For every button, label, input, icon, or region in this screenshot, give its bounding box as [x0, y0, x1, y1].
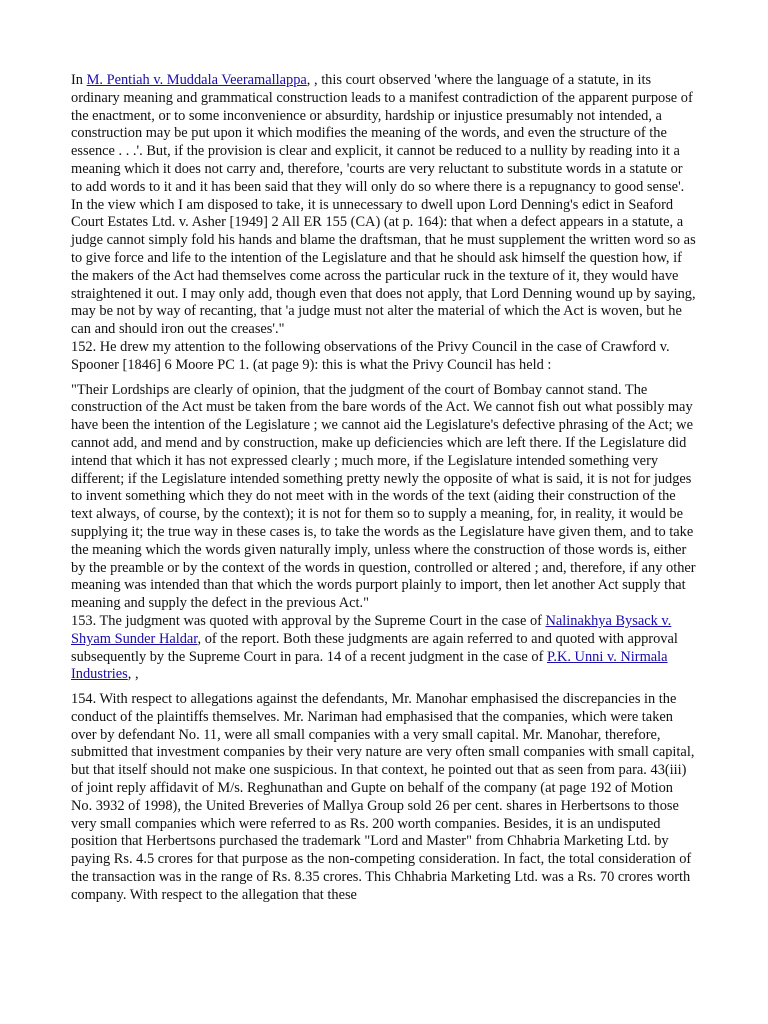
link-nalinakhya-case[interactable]: Nalinakhya Bysack v. Shyam Sunder Haldar	[71, 612, 672, 647]
paragraph-154: 154. With respect to allegations against the defendants, Mr. Manohar emphasised the discrepancies in the conduct of the plaintiffs themselves. Mr. Nariman had emphasised that the companies, which were taken over by defendant No. 11, were all small companies with a very small capital. Mr. Manohar, therefore, submitted that investment companies by their very nature are very often small companies with small capital, but that itself should not make one suspicious. In that context, he pointed out that as seen from para. 43(iii) of joint reply affidavit of M/s. Reghunathan and Gupte on behalf of the company (at page 192 of Motion No. 3932 of 1998), the United Breveries of Mallya Group sold 26 per cent. shares in Herbertsons to those very small companies which were referred to as Rs. 200 worth companies. Besides, it is an undisputed position that Herbertsons purchased the trademark "Lord and Master" from Chhabria Marketing Ltd. by paying Rs. 4.5 crores for that purpose as the non-competing consideration. In fact, the total consideration of the transaction was in the range of Rs. 8.35 crores. This Chhabria Marketing Ltd. was a Rs. 70 crores worth company. With respect to the allegation that these	[71, 691, 695, 903]
link-pentiah-case[interactable]: M. Pentiah v. Muddala Veeramallappa	[86, 72, 307, 88]
judgment-text	[71, 72, 697, 905]
paragraph-pentiah	[71, 72, 697, 339]
paragraph-152: 152. He drew my attention to the following observations of the Privy Council in the case of Crawford v. Spooner [1846] 6 Moore PC 1. (at page 9): this is what the Privy Council has held :	[71, 338, 670, 373]
para153-lead: 153. The judgment was quoted with approval by the Supreme Court in the case of	[71, 612, 546, 629]
paragraph-153	[71, 613, 697, 684]
link-pk-unni-case[interactable]: P.K. Unni v. Nirmala Industries	[71, 648, 668, 683]
para153-mid: , of the report. Both these judgments are again referred to and quoted with approval subsequently by the Supreme Court in para. 14 of a recent judgment in the case of	[71, 630, 678, 665]
para153-tail: , ,	[127, 666, 139, 683]
para1-lead: In	[71, 72, 87, 88]
para1-body: , , this court observed 'where the language of a statute, in its ordinary meaning and grammatical construction leads to a manifest contradiction of the apparent purpose of the enactment, or to some inconvenience or absurdity, hardship or injustice presumably not intended, a construction may be put upon it which modifies the meaning of the words, and even the structure of the essence . . .'. But, if the provision is clear and explicit, it cannot be reduced to a nullity by reading into it a meaning which it does not carry and, therefore, 'courts are very reluctant to substitute words in a statute or to add words to it and it has been said that they will only do so where there is a repugnancy to good sense'. In the view which I am disposed to take, it is unnecessary to dwell upon Lord Denning's edict in Seaford Court Estates Ltd. v. Asher [1949] 2 All ER 155 (CA) (at p. 164): that when a defect appears in a statute, a judge cannot simply fold his hands and blame the draftsman, that he must supplement the written word so as to give force and life to the intention of the Legislature and that he should ask himself the question how, if the makers of the Act had themselves come across the particular ruck in the texture of it, they would have straightened it out. I may only add, though even that does not apply, that Lord Denning wound up by saying, may be not by way of recanting, that 'a judge must not alter the material of which the Act is woven, but he can and should iron out the creases'."	[71, 72, 696, 338]
privy-council-quote: "Their Lordships are clearly of opinion, that the judgment of the court of Bombay cannot stand. The construction of the Act must be taken from the bare words of the Act. We cannot fish out what possibly may have been the intention of the Legislature ; we cannot aid the Legislature's defective phrasing of the Act; we cannot add, and mend and by construction, make up deficiencies which are left there. If the Legislature did intend that which it has not expressed clearly ; much more, if the Legislature intended something very different; if the Legislature intended something pretty newly the opposite of what is said, it is not for judges to invent something which they do not meet with in the words of the text (aiding their construction of the text always, of course, by the context); it is not for them so to supply a meaning, for, in reality, it would be supplying it; the true way in these cases is, to take the words as the Legislature have given them, and to take the meaning which the words given naturally imply, unless where the construction of those words is, either by the preamble or by the context of the words in question, controlled or altered ; and, therefore, if any other meaning was intended than that which the words purport plainly to import, then let another Act supply that meaning and supply the defect in the previous Act."	[71, 381, 696, 612]
